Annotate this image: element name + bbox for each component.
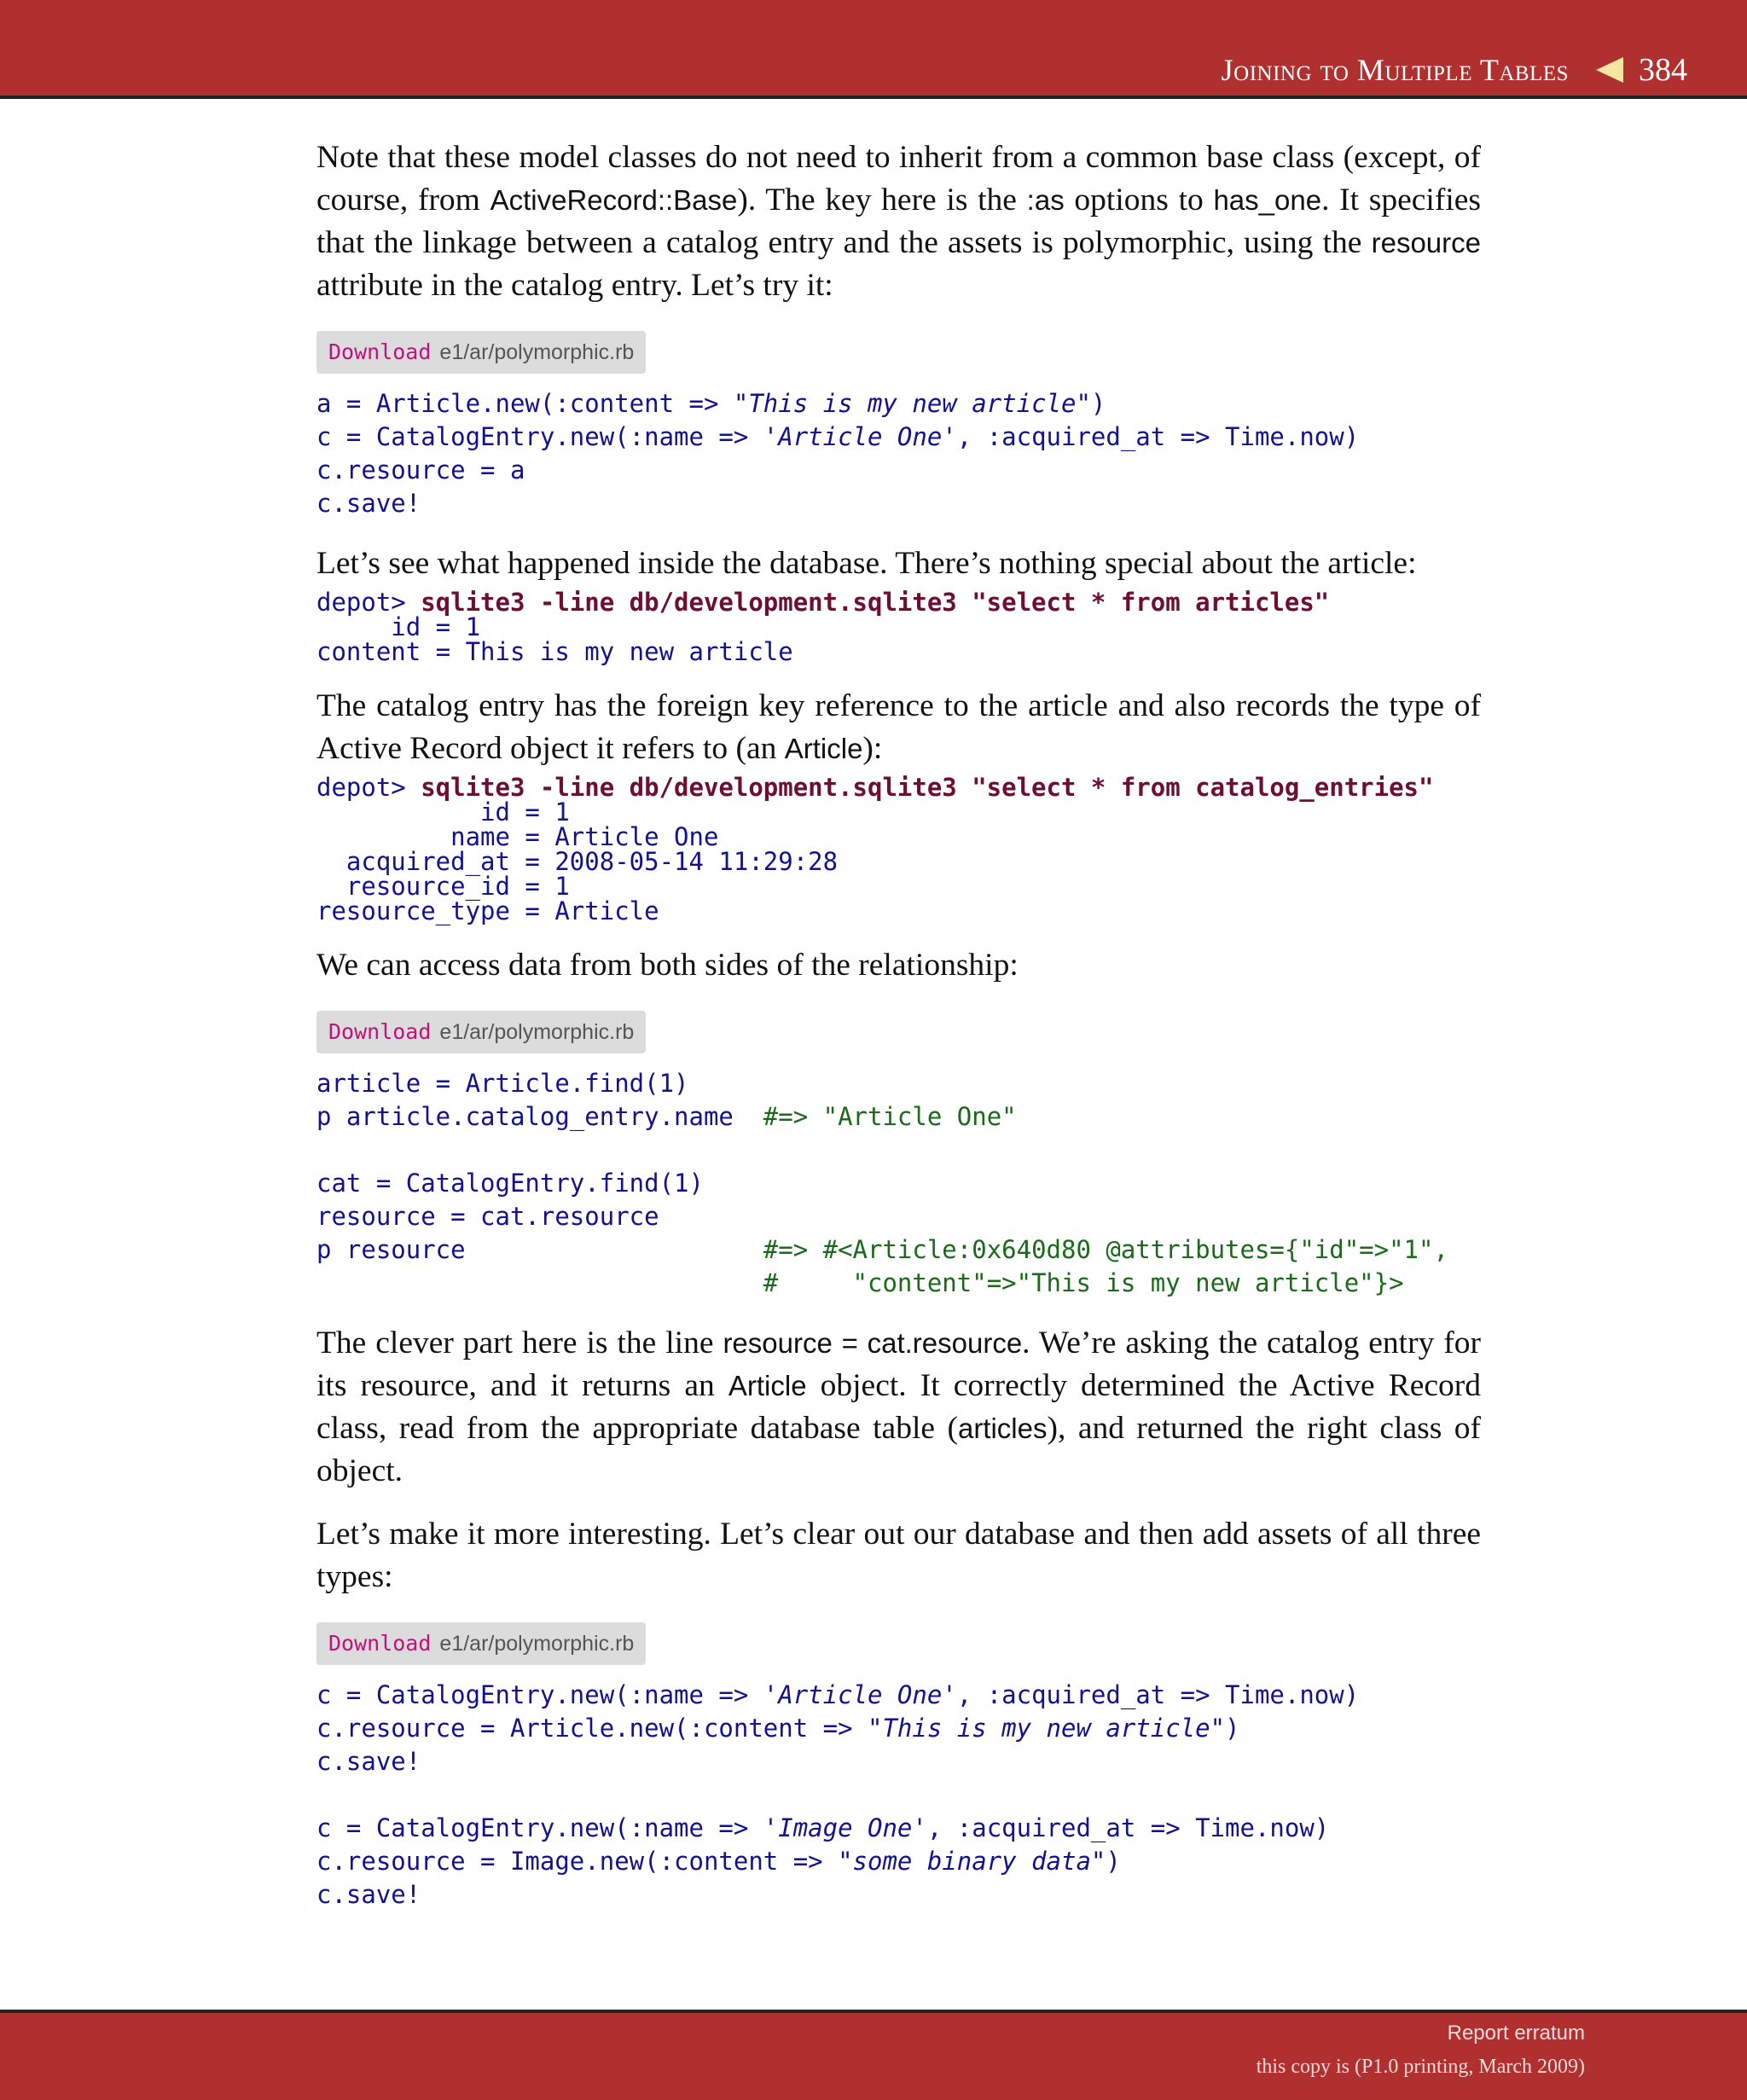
code-block-1: a = Article.new(:content => "This is my new article") c = CatalogEntry.new(:name => 'Article One', :acquired_at => Time.now) c.resource = a c.save!: [316, 389, 1360, 518]
download-label: Download: [328, 1631, 432, 1656]
paragraph-6: Let’s make it more interesting. Let’s clear out our database and then add assets of all three types:: [316, 1517, 1481, 1594]
inline-code: resource: [1371, 227, 1481, 258]
page-content: [316, 136, 1481, 1934]
download-link[interactable]: [316, 1622, 646, 1665]
download-link[interactable]: [316, 331, 646, 374]
page-number: 384: [1639, 52, 1687, 88]
download-label: Download: [328, 339, 432, 364]
inline-code: :as: [1026, 184, 1065, 216]
previous-page-arrow-icon[interactable]: [1596, 57, 1623, 83]
code-block-2: article = Article.find(1) p article.catalog_entry.name #=> "Article One" cat = CatalogEntry.find(1) resource = cat.resource p resource #=> #<Article:0x640d80 @attributes={"id"=>"1", # "content"=>"This is my new article"}>: [316, 1069, 1448, 1297]
download-label: Download: [328, 1019, 432, 1044]
console-block-1: depot> sqlite3 -line db/development.sqlite3 "select * from articles" id = 1 content = This is my new article: [316, 588, 1330, 666]
download-path: e1/ar/polymorphic.rb: [439, 1020, 635, 1044]
page-footer: [0, 2010, 1747, 2100]
inline-code: articles: [957, 1413, 1048, 1444]
download-link[interactable]: [316, 1011, 646, 1053]
report-erratum-link[interactable]: Report erratum: [1447, 2022, 1585, 2045]
inline-code: Article: [784, 733, 863, 764]
paragraph-4: We can access data from both sides of the relationship:: [316, 948, 1019, 983]
page-header: [0, 0, 1747, 99]
printing-info: this copy is (P1.0 printing, March 2009): [1256, 2056, 1585, 2078]
running-title: Joining to Multiple Tables: [1221, 53, 1569, 87]
console-block-2: depot> sqlite3 -line db/development.sqlite3 "select * from catalog_entries" id = 1 name = Article One acquired_at = 2008-05-14 11:29:28 resource_id = 1 resource_type = Article: [316, 773, 1434, 925]
header-nav: [1222, 51, 1687, 89]
inline-code: Article: [728, 1370, 807, 1401]
code-block-3: c = CatalogEntry.new(:name => 'Article One', :acquired_at => Time.now) c.resource = Article.new(:content => "This is my new article") c.save! c = CatalogEntry.new(:name => 'Image One', :acquired_at => Time.now) c.resource = Image.new(:content => "some binary data") c.save!: [316, 1680, 1360, 1909]
download-path: e1/ar/polymorphic.rb: [439, 340, 635, 364]
paragraph-3: The catalog entry has the foreign key reference to the article and also records the type of Active Record object it refers to (an Article):: [316, 688, 1481, 766]
download-path: e1/ar/polymorphic.rb: [439, 1632, 635, 1656]
inline-code: resource = cat.resource: [723, 1327, 1023, 1359]
paragraph-1: Note that these model classes do not need to inherit from a common base class (except, of course, from ActiveRecord::Base). The key here is the :as options to has_one. It specifies that the linkage between a catalog entry and the assets is polymorphic, using the resource attribute in the catalog entry. Let’s try it:: [316, 140, 1481, 303]
inline-code: has_one: [1213, 184, 1322, 216]
inline-code: ActiveRecord::Base: [490, 184, 738, 216]
paragraph-5: The clever part here is the line resource = cat.resource. We’re asking the catalog entry for its resource, and it returns an Article object. It correctly determined the Active Record class, read from the appropriate database table (articles), and returned the right class of object.: [316, 1326, 1482, 1488]
paragraph-2: Let’s see what happened inside the database. There’s nothing special about the article:: [316, 546, 1417, 581]
